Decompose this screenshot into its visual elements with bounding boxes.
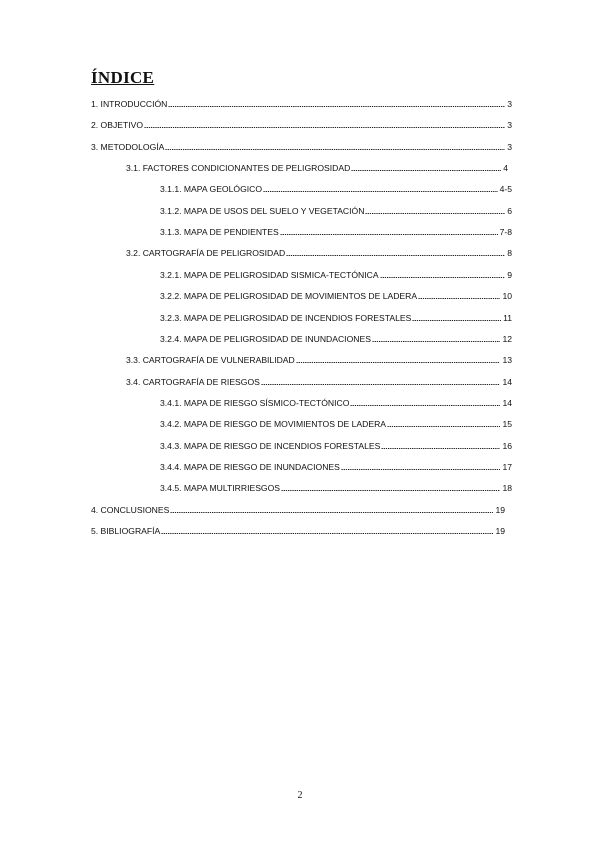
toc-entry-label: 3.4.1. MAPA DE RIESGO SÍSMICO-TECTÓNICO: [160, 397, 350, 408]
dot-leader: [350, 404, 500, 407]
toc-entry[interactable]: [91, 139, 512, 153]
toc-entry-page: 14: [502, 376, 512, 387]
toc-entry-label: 3.4.2. MAPA DE RIESGO DE MOVIMIENTOS DE LADERA: [160, 419, 387, 430]
dot-leader: [296, 361, 501, 364]
dot-leader: [387, 425, 500, 428]
toc-entry-label: 3.2.1. MAPA DE PELIGROSIDAD SISMICA-TECTÓNICA: [160, 269, 379, 280]
toc-entry-page: 10: [502, 291, 512, 302]
dot-leader: [168, 105, 505, 108]
toc-entry-page: 19: [495, 526, 505, 536]
dot-leader: [365, 212, 505, 215]
toc-entry-label: 3.2.4. MAPA DE PELIGROSIDAD DE INUNDACIONES: [160, 333, 371, 344]
toc-entry[interactable]: [126, 160, 508, 174]
dot-leader: [286, 254, 505, 257]
toc-entry-label: 3.1.2. MAPA DE USOS DEL SUELO Y VEGETACIÓN: [160, 205, 365, 216]
toc-entry-label: 3.4.5. MAPA MULTIRRIESGOS: [160, 483, 281, 494]
toc-entry[interactable]: [126, 245, 512, 259]
toc-entry-label: 3.1.3. MAPA DE PENDIENTES: [160, 227, 279, 238]
toc-entry-page: 3: [507, 141, 512, 152]
toc-entry[interactable]: [160, 267, 512, 281]
toc-entry[interactable]: [91, 117, 512, 131]
toc-entry-label: 3.2.2. MAPA DE PELIGROSIDAD DE MOVIMIENTOS DE LADERA: [160, 291, 418, 302]
dot-leader: [381, 447, 500, 450]
toc-entry-page: 3: [507, 120, 512, 131]
toc-entry[interactable]: [160, 416, 512, 430]
dot-leader: [161, 532, 493, 535]
toc-entry-label: 3. METODOLOGÍA: [91, 141, 165, 152]
dot-leader: [144, 126, 505, 129]
toc-entry[interactable]: [160, 288, 512, 302]
toc-entry-page: 18: [502, 483, 512, 494]
toc-entry-page: 7-8: [499, 227, 512, 238]
toc-entry-page: 9: [507, 269, 512, 280]
toc-entry[interactable]: [160, 331, 512, 345]
toc-entry-page: 4-5: [499, 184, 512, 195]
dot-leader: [263, 190, 498, 193]
page-title: ÍNDICE: [91, 68, 155, 87]
toc-entry-page: 6: [507, 205, 512, 216]
dot-leader: [351, 169, 501, 172]
toc-entry[interactable]: [160, 310, 512, 324]
toc-entry[interactable]: [91, 523, 505, 537]
toc-entry-page: 14: [502, 397, 512, 408]
toc-entry-label: 3.4. CARTOGRAFÍA DE RIESGOS: [126, 376, 260, 387]
toc-entry-label: 3.3. CARTOGRAFÍA DE VULNERABILIDAD: [126, 355, 295, 366]
toc-entry-page: 4: [503, 163, 508, 174]
dot-leader: [380, 276, 506, 279]
toc-entry-label: 3.1. FACTORES CONDICIONANTES DE PELIGROSIDAD: [126, 163, 351, 174]
toc-entry[interactable]: [91, 502, 505, 516]
dot-leader: [372, 340, 501, 343]
toc-entry-label: 1. INTRODUCCIÓN: [91, 99, 168, 109]
dot-leader: [280, 233, 498, 236]
toc-entry-label: 3.1.1. MAPA GEOLÓGICO: [160, 184, 263, 195]
toc-entry-page: 15: [502, 419, 512, 430]
dot-leader: [412, 319, 501, 322]
toc-entry[interactable]: [160, 480, 512, 494]
page-number: 2: [297, 790, 303, 801]
toc-entry[interactable]: [126, 352, 512, 366]
dot-leader: [170, 511, 493, 514]
toc-entry-label: 3.2.3. MAPA DE PELIGROSIDAD DE INCENDIOS FORESTALES: [160, 312, 412, 323]
toc-entry-page: 11: [503, 312, 512, 323]
toc-entry[interactable]: [126, 374, 512, 388]
toc-entry-label: 5. BIBLIOGRAFÍA: [91, 526, 161, 536]
dot-leader: [281, 489, 500, 492]
dot-leader: [261, 383, 501, 386]
toc-entry-page: 16: [502, 440, 512, 451]
dot-leader: [341, 468, 501, 471]
toc-entry[interactable]: [160, 459, 512, 473]
toc-entry-page: 17: [502, 461, 512, 472]
toc-entry-page: 8: [507, 248, 512, 259]
toc-entry[interactable]: [160, 203, 512, 217]
toc-entry[interactable]: [91, 96, 512, 110]
toc-entry-label: 3.4.4. MAPA DE RIESGO DE INUNDACIONES: [160, 461, 340, 472]
dot-leader: [418, 297, 500, 300]
toc-entry-page: 13: [502, 355, 512, 366]
toc-entry-label: 2. OBJETIVO: [91, 120, 144, 131]
toc-entry-page: 3: [507, 99, 512, 109]
toc-entry-page: 19: [495, 504, 505, 515]
toc-entry-label: 3.2. CARTOGRAFÍA DE PELIGROSIDAD: [126, 248, 286, 259]
toc-entry-label: 3.4.3. MAPA DE RIESGO DE INCENDIOS FORESTALES: [160, 440, 381, 451]
toc-entry[interactable]: [160, 395, 512, 409]
toc-entry[interactable]: [160, 438, 512, 452]
toc-entry-page: 12: [502, 333, 512, 344]
toc-entry[interactable]: [160, 181, 512, 195]
toc-entry[interactable]: [160, 224, 512, 238]
dot-leader: [165, 148, 505, 151]
toc-entry-label: 4. CONCLUSIONES: [91, 504, 170, 515]
